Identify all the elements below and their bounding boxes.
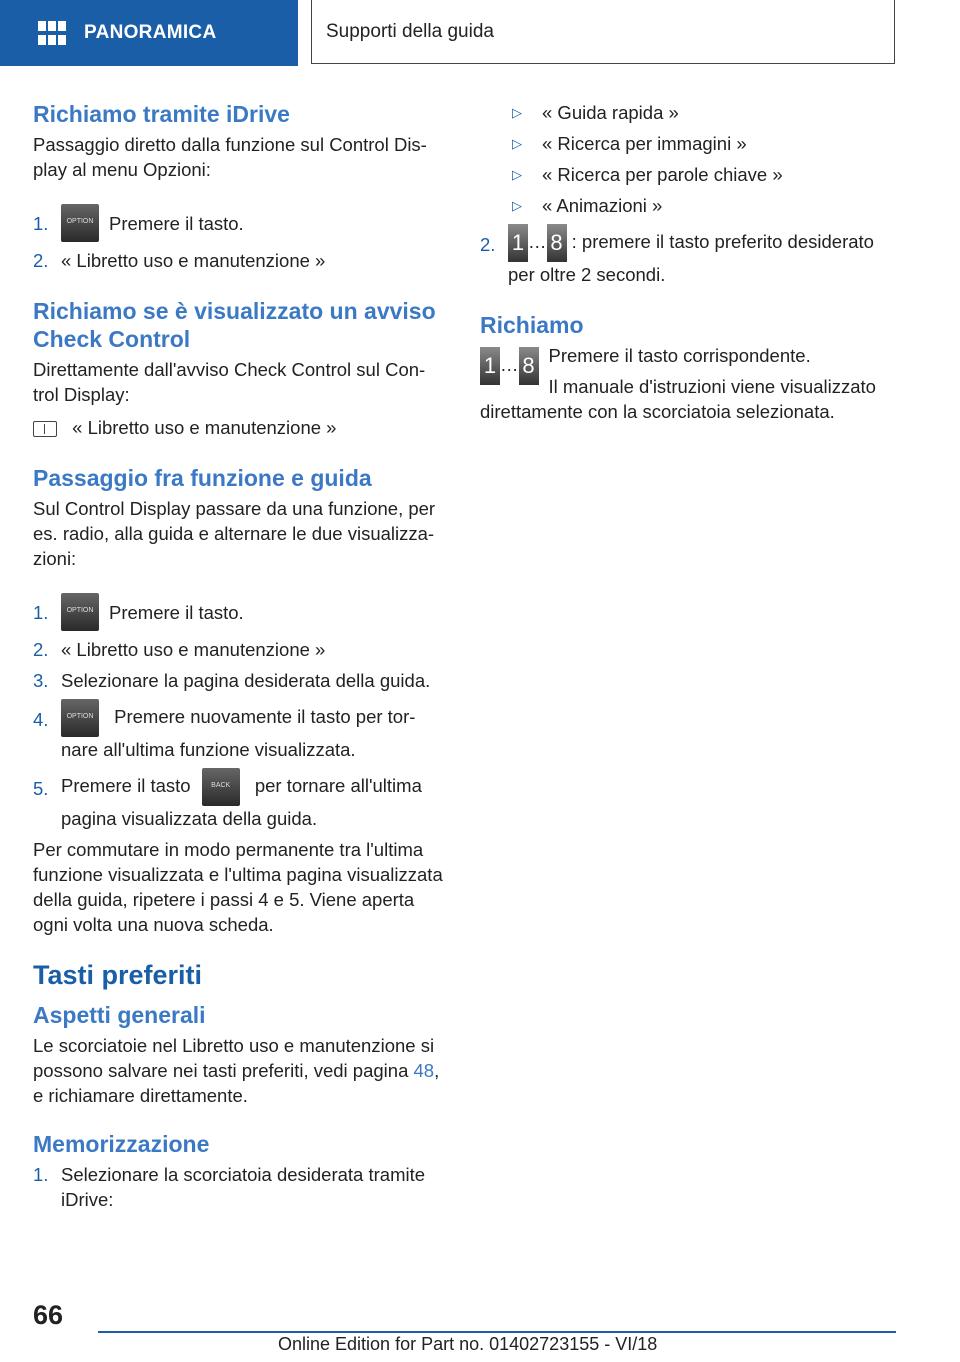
footer-divider [98,1331,896,1333]
panorama-button[interactable] [0,0,298,66]
option-button-icon: OPTION [61,593,99,631]
list-item: 2. « Libretto uso e manutenzione » [33,639,326,660]
manual-book-icon [33,421,57,437]
sub-list-item: ▷ « Ricerca per parole chiave » [480,162,900,187]
sub-list-item: ▷ « Animazioni » [480,193,900,218]
list-item: 1. Selezionare la scorciatoia desiderata tramite iDrive: [33,1164,426,1210]
triangle-bullet-icon: ▷ [512,167,522,182]
option-button-icon: OPTION [61,204,99,242]
heading-general: Aspetti generali [33,1002,206,1028]
option-button-icon: OPTION [61,699,99,737]
panorama-label: PANORAMICA [84,22,217,43]
sub-list-item: ▷ « Ricerca per immagini » [480,131,900,156]
left-column [33,100,449,1218]
paragraph-switch: Sul Control Display passare da una funzione, per es. radio, alla guida e alternare le due visualizza-zioni: [33,498,436,569]
paragraph-check-control: Direttamente dall'avviso Check Control sul Con-trol Display: [33,359,426,405]
heading-recall: Richiamo [480,312,584,338]
sub-list-item: ▷ « Guida rapida » [480,100,900,125]
right-column [480,100,900,424]
heading-favorites: Tasti preferiti [33,960,203,990]
heading-switch: Passaggio fra funzione e guida [33,465,372,491]
favorite-keys-icon: 1 … 8 [480,347,539,385]
triangle-bullet-icon: ▷ [512,136,522,151]
heading-idrive: Richiamo tramite iDrive [33,101,290,127]
section-title: Supporti della guida [311,0,895,64]
paragraph-permanent: Per commutare in modo permanente tra l'ultima funzione visualizzata e l'ultima pagina visualizzata della guida, ripetere i passi 4 e 5. Viene aperta ogni volta una nuova scheda. [33,839,443,935]
back-button-icon: BACK [202,768,240,806]
paragraph-general: Le scorciatoie nel Libretto uso e manutenzione si possono salvare nei tasti preferiti, vedi pagina 48, e richiamare direttamente. [33,1035,440,1106]
heading-memorize: Memorizzazione [33,1131,210,1157]
triangle-bullet-icon: ▷ [512,198,522,213]
grid-icon [38,21,66,45]
heading-check-control: Richiamo se è visualizzato un avviso Check Control [33,298,436,352]
page-link[interactable]: 48 [413,1060,435,1081]
triangle-bullet-icon: ▷ [512,105,522,120]
paragraph-idrive: Passaggio diretto dalla funzione sul Control Dis-play al menu Opzioni: [33,134,427,180]
list-item: 2. 1 … 8 : premere il tasto preferito desiderato per oltre 2 secondi. [480,224,900,287]
list-item: 1. OPTION Premere il tasto. [33,204,449,242]
favorite-key-8-icon: 8 [547,224,567,262]
page-header [0,0,960,66]
list-item: 5. Premere il tasto BACK per tornare all'ultima pagina visualizzata della guida. [33,768,449,831]
favorite-key-1-icon: 1 [508,224,528,262]
list-item: 2. « Libretto uso e manutenzione » [33,250,326,271]
list-item: 4. OPTION Premere nuovamente il tasto per tor-nare all'ultima funzione visualizzata. [33,699,449,762]
check-line: « Libretto uso e manutenzione » [33,415,449,440]
list-item: 1. OPTION Premere il tasto. [33,593,449,631]
page-number: 66 [33,1300,64,1330]
recall-block: 1 … 8 Premere il tasto corrispondente. Il manuale d'istruzioni viene visualizzato direttamente con la scorciatoia selezionata. [480,345,876,422]
list-item: 3. Selezionare la pagina desiderata della guida. [33,670,431,691]
footer-edition: Online Edition for Part no. 01402723155 - VI/18 [278,1334,658,1354]
